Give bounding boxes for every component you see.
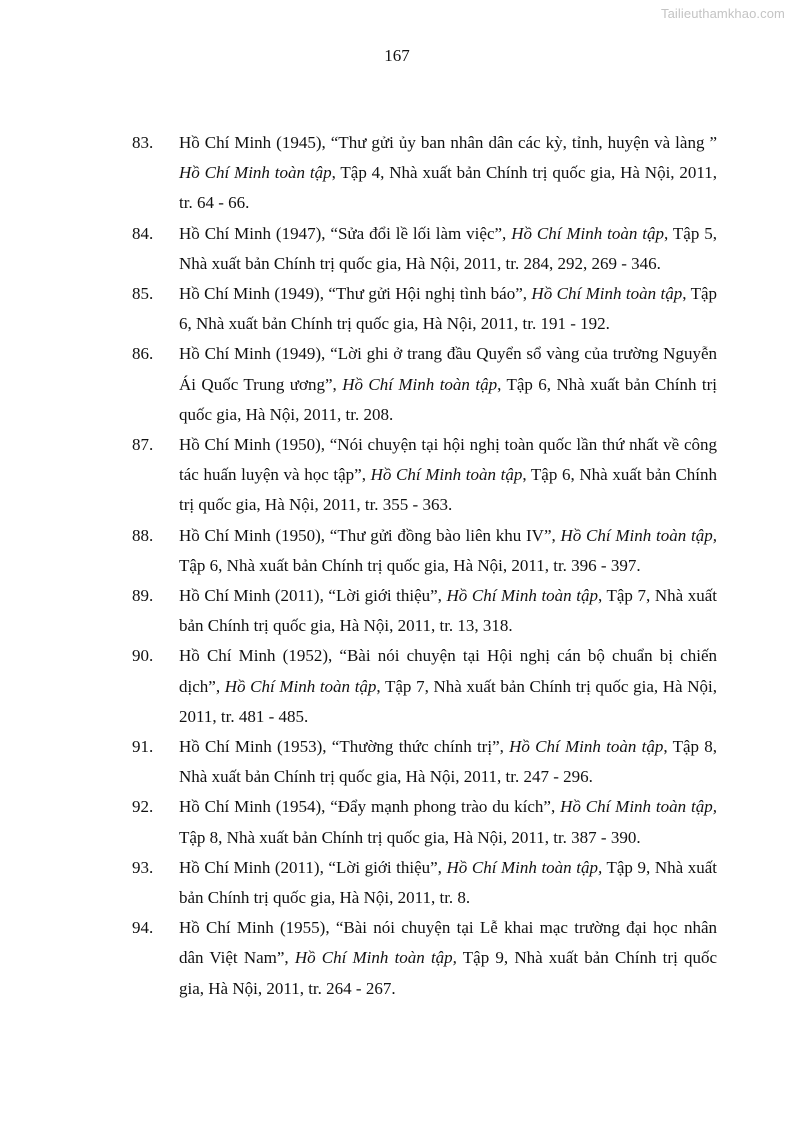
reference-text: Hồ Chí Minh (1950), “Thư gửi đồng bào liên khu IV”, <box>179 525 561 545</box>
watermark-text: Tailieuthamkhao.com <box>660 6 785 21</box>
reference-number: 84. <box>132 223 154 243</box>
reference-number: 92. <box>132 797 154 817</box>
reference-text: Hồ Chí Minh (1949), “Thư gửi Hội nghị tình báo”, <box>179 284 532 304</box>
reference-number: 86. <box>132 344 154 364</box>
reference-number: 90. <box>132 646 154 666</box>
reference-book-title: Hồ Chí Minh toàn tập, <box>446 857 603 877</box>
reference-item <box>132 792 717 852</box>
reference-book-title: Hồ Chí Minh toàn tập, <box>294 948 457 968</box>
reference-text: Hồ Chí Minh (2011), “Lời giới thiệu”, <box>179 857 447 877</box>
reference-item <box>132 732 717 792</box>
reference-number: 87. <box>132 435 154 455</box>
reference-item <box>132 521 717 581</box>
reference-number: 93. <box>132 857 154 877</box>
reference-book-title: Hồ Chí Minh toàn tập <box>509 737 664 757</box>
reference-item <box>132 641 717 732</box>
reference-number: 85. <box>132 284 154 304</box>
reference-book-title: Hồ Chí Minh toàn tập <box>511 223 665 243</box>
reference-book-title: Hồ Chí Minh toàn tập <box>446 586 598 606</box>
reference-item <box>132 853 717 913</box>
reference-text: Hồ Chí Minh (1945), “Thư gửi ủy ban nhân dân các kỳ, tỉnh, huyện và làng ” <box>179 133 717 152</box>
reference-book-title: Hồ Chí Minh toàn tập <box>224 676 377 696</box>
reference-book-title: Hồ Chí Minh toàn tập <box>370 465 523 485</box>
reference-text: Hồ Chí Minh (1950), “Nói chuyện tại hội nghị toàn quốc lần thứ nhất về công tác huấn luyện và học tập”, <box>179 435 717 485</box>
reference-item <box>132 128 717 219</box>
reference-item <box>132 279 717 339</box>
reference-details: , Tập 6, Nhà xuất bản Chính trị quốc gia, Hà Nội, 2011, tr. 191 - 192. <box>179 284 718 334</box>
reference-list <box>132 128 717 1004</box>
reference-item <box>132 339 717 430</box>
reference-details: Tập 6, Nhà xuất bản Chính trị quốc gia, Hà Nội, 2011, tr. 396 - 397. <box>179 555 641 575</box>
reference-number: 83. <box>132 133 154 152</box>
reference-item <box>132 581 717 641</box>
reference-number: 91. <box>132 737 154 757</box>
reference-item <box>132 913 717 1004</box>
reference-text: Hồ Chí Minh (1955), “Bài nói chuyện tại Lễ khai mạc trường đại học nhân dân Việt Nam”, <box>179 918 717 968</box>
reference-number: 89. <box>132 586 154 606</box>
reference-book-title: Hồ Chí Minh toàn tập, <box>560 797 717 817</box>
reference-number: 88. <box>132 525 154 545</box>
reference-details: Tập 8, Nhà xuất bản Chính trị quốc gia, Hà Nội, 2011, tr. 387 - 390. <box>179 827 641 847</box>
page-number: 167 <box>384 46 410 65</box>
reference-details: , Tập 8, Nhà xuất bản Chính trị quốc gia, Hà Nội, 2011, tr. 247 - 296. <box>179 737 718 787</box>
reference-details: , Tập 7, Nhà xuất bản Chính trị quốc gia, Hà Nội, 2011, tr. 481 - 485. <box>179 676 717 726</box>
reference-details: Tập 9, Nhà xuất bản Chính trị quốc gia, Hà Nội, 2011, tr. 8. <box>179 857 717 908</box>
reference-text: Hồ Chí Minh (1947), “Sửa đổi lề lối làm việc”, <box>179 223 512 243</box>
reference-item <box>132 430 717 521</box>
reference-text: Hồ Chí Minh (1953), “Thường thức chính trị”, <box>179 737 510 757</box>
reference-number: 94. <box>132 918 154 938</box>
reference-details: , Tập 6, Nhà xuất bản Chính trị quốc gia, Hà Nội, 2011, tr. 355 - 363. <box>179 465 717 515</box>
reference-book-title: Hồ Chí Minh toàn tập, <box>560 525 717 545</box>
reference-text: Hồ Chí Minh (2011), “Lời giới thiệu”, <box>179 586 447 606</box>
reference-text: Hồ Chí Minh (1954), “Đẩy mạnh phong trào du kích”, <box>179 797 561 817</box>
reference-book-title: Hồ Chí Minh toàn tập <box>179 163 332 183</box>
reference-details: , Tập 7, Nhà xuất bản Chính trị quốc gia, Hà Nội, 2011, tr. 13, 318. <box>179 586 717 636</box>
reference-text: Hồ Chí Minh (1949), “Lời ghi ở trang đầu Quyển sổ vàng của trường Nguyễn Ái Quốc Trung ương”, <box>179 344 717 394</box>
reference-details: Tập 9, Nhà xuất bản Chính trị quốc gia, Hà Nội, 2011, tr. 264 - 267. <box>179 948 718 998</box>
reference-details: , Tập 4, Nhà xuất bản Chính trị quốc gia, Hà Nội, 2011, tr. 64 - 66. <box>179 163 718 213</box>
reference-details: , Tập 6, Nhà xuất bản Chính trị quốc gia, Hà Nội, 2011, tr. 208. <box>179 374 718 424</box>
reference-details: , Tập 5, Nhà xuất bản Chính trị quốc gia, Hà Nội, 2011, tr. 284, 292, 269 - 346. <box>179 223 717 273</box>
reference-text: Hồ Chí Minh (1952), “Bài nói chuyện tại Hội nghị cán bộ chuẩn bị chiến dịch”, <box>179 646 717 696</box>
reference-book-title: Hồ Chí Minh toàn tập <box>531 284 683 304</box>
reference-item <box>132 219 717 279</box>
reference-book-title: Hồ Chí Minh toàn tập <box>342 374 498 394</box>
